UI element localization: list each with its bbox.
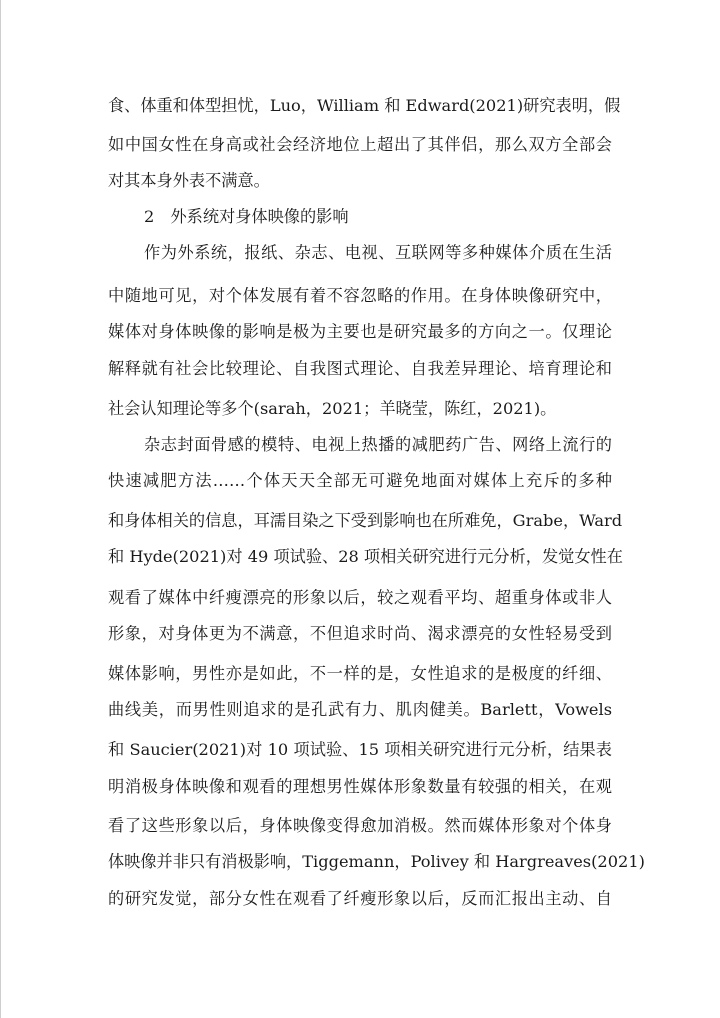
body-line-2: 如中国女性在身高或社会经济地位上超出了其伴侣，那么双方全部会 — [108, 135, 612, 154]
body-line-5: 作为外系统，报纸、杂志、电视、互联网等多种媒体介质在生活 — [144, 243, 612, 262]
body-line-10: 杂志封面骨感的模特、电视上热播的减肥药广告、网络上流行的 — [144, 435, 612, 454]
body-line-9: 社会认知理论等多个(sarah，2021；羊晓莹，陈红，2021)。 — [108, 399, 557, 418]
body-line-12: 和身体相关的信息，耳濡目染之下受到影响也在所难免，Grabe，Ward — [108, 511, 623, 530]
body-line-19: 明消极身体映像和观看的理想男性媒体形象数量有较强的相关，在观 — [108, 777, 612, 796]
body-line-20: 看了这些形象以后，身体映像变得愈加消极。然而媒体形象对个体身 — [108, 816, 612, 835]
body-line-1: 食、体重和体型担忧，Luo，William 和 Edward(2021)研究表明，假 — [108, 96, 621, 115]
body-line-6: 中随地可见，对个体发展有着不容忽略的作用。在身体映像研究中， — [108, 286, 612, 305]
body-line-11: 快速减肥方法……个体天天全部无可避免地面对媒体上充斥的多种 — [108, 471, 612, 490]
body-line-14: 观看了媒体中纤瘦漂亮的形象以后，较之观看平均、超重身体或非人 — [108, 588, 612, 607]
page-left-border — [0, 0, 1, 1018]
body-line-18: 和 Saucier(2021)对 10 项试验、15 项相关研究进行元分析，结果表 — [108, 740, 612, 759]
body-line-17: 曲线美，而男性则追求的是孔武有力、肌肉健美。Barlett，Vowels — [108, 700, 612, 719]
body-line-15: 形象，对身体更为不满意，不但追求时尚、渴求漂亮的女性轻易受到 — [108, 624, 612, 643]
body-line-3: 对其本身外表不满意。 — [108, 171, 270, 190]
section-heading: 2 外系统对身体映像的影响 — [144, 207, 349, 226]
body-line-21: 体映像并非只有消极影响，Tiggemann，Polivey 和 Hargreaves(2021) — [108, 852, 645, 871]
body-line-22: 的研究发觉，部分女性在观看了纤瘦形象以后，反而汇报出主动、自 — [108, 889, 612, 908]
body-line-8: 解释就有社会比较理论、自我图式理论、自我差异理论、培育理论和 — [108, 359, 612, 378]
body-line-7: 媒体对身体映像的影响是极为主要也是研究最多的方向之一。仅理论 — [108, 322, 612, 341]
body-line-16: 媒体影响，男性亦是如此，不一样的是，女性追求的是极度的纤细、 — [108, 664, 612, 683]
body-line-13: 和 Hyde(2021)对 49 项试验、28 项相关研究进行元分析，发觉女性在 — [108, 547, 623, 566]
